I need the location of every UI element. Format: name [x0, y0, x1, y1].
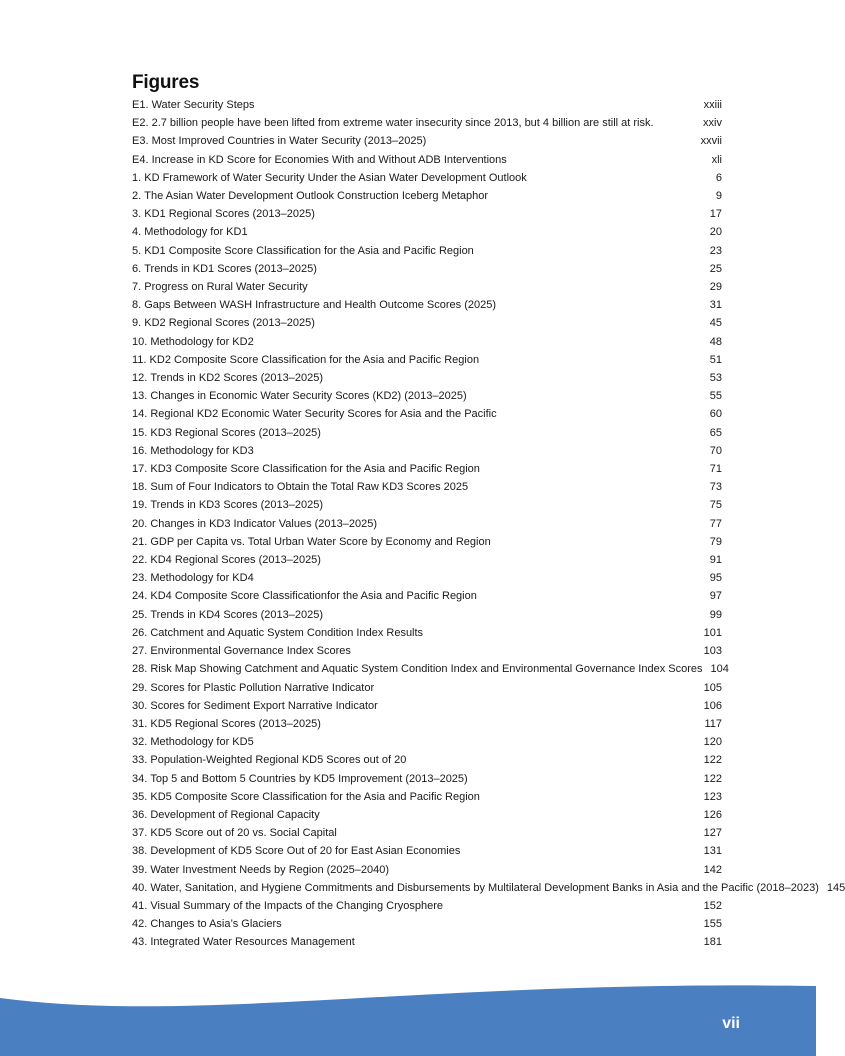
figure-entry[interactable] — [132, 442, 722, 460]
figure-page-number: 131 — [703, 845, 722, 858]
figure-page-number: 155 — [703, 918, 722, 931]
figure-entry[interactable] — [132, 533, 722, 551]
figure-entry[interactable] — [132, 187, 722, 205]
figure-number: E1. — [132, 99, 149, 111]
figure-number: 21. — [132, 535, 148, 548]
figure-entry[interactable] — [132, 751, 722, 769]
figure-title-text: Methodology for KD2 — [150, 335, 254, 348]
figure-title-text: KD3 Composite Score Classification for the Asia and Pacific Region — [150, 463, 480, 476]
figure-number: E2. — [132, 117, 149, 130]
figure-number: 31. — [132, 717, 148, 730]
figure-title-text: KD4 Regional Scores (2013–2025) — [150, 554, 321, 567]
figure-number: 32. — [132, 736, 148, 749]
figure-page-number: 99 — [709, 608, 722, 621]
figure-title-text: Methodology for KD1 — [144, 226, 248, 239]
figure-page-number: 75 — [709, 499, 722, 512]
figure-entry[interactable] — [132, 387, 722, 405]
figure-title — [132, 260, 702, 278]
figure-number: 42. — [132, 918, 148, 931]
figure-entry[interactable] — [132, 369, 722, 387]
figure-page-number: 106 — [703, 699, 722, 712]
figure-title — [132, 733, 696, 751]
figure-number: 34. — [132, 772, 148, 785]
figure-page-number: xxiii — [703, 99, 722, 111]
figure-entry[interactable] — [132, 788, 722, 806]
figure-page-number: 181 — [703, 936, 722, 949]
figure-entry[interactable] — [132, 770, 722, 788]
figure-title-text: KD3 Regional Scores (2013–2025) — [150, 426, 321, 439]
figure-page-number: 104 — [710, 663, 729, 676]
figure-number: 19. — [132, 499, 148, 512]
figure-number: 41. — [132, 899, 148, 912]
figure-title — [132, 169, 708, 187]
figure-title-text: KD5 Composite Score Classification for the Asia and Pacific Region — [150, 790, 480, 803]
figure-title-text: Development of Regional Capacity — [150, 808, 320, 821]
figure-number: 33. — [132, 754, 148, 767]
figure-entry[interactable] — [132, 587, 722, 605]
figure-number: 10. — [132, 335, 148, 348]
figure-title — [132, 824, 696, 842]
figure-title-text: KD1 Composite Score Classification for the Asia and Pacific Region — [144, 244, 474, 257]
figure-title — [132, 842, 696, 860]
figure-page-number: 53 — [709, 372, 722, 385]
figure-page-number: 9 — [715, 190, 722, 203]
figure-page-number: 23 — [709, 244, 722, 257]
figure-number: 38. — [132, 845, 148, 858]
figure-title — [132, 187, 708, 205]
figure-number: 37. — [132, 827, 148, 840]
figure-number: 20. — [132, 517, 148, 530]
figure-title — [132, 478, 702, 496]
figure-entry[interactable] — [132, 806, 722, 824]
figure-page-number: 73 — [709, 481, 722, 494]
figure-title — [132, 569, 702, 587]
figure-title — [132, 715, 696, 733]
figure-entry[interactable] — [132, 333, 722, 351]
figure-number: 4. — [132, 226, 142, 239]
figure-title-text: Environmental Governance Index Scores — [150, 645, 351, 658]
figure-number: 2. — [132, 190, 142, 203]
figure-number: 3. — [132, 208, 142, 221]
figure-page-number: 103 — [703, 645, 722, 658]
figure-number: E4. — [132, 153, 149, 166]
figure-number: E3. — [132, 135, 149, 148]
figure-entry[interactable] — [132, 314, 722, 332]
figure-number: 9. — [132, 317, 142, 330]
footer-wave — [0, 966, 816, 1056]
figure-title-text: Methodology for KD4 — [150, 572, 254, 585]
figure-title-text: Methodology for KD3 — [150, 444, 254, 457]
figure-entry[interactable] — [132, 351, 722, 369]
figure-title-text: KD5 Score out of 20 vs. Social Capital — [150, 827, 337, 840]
figure-title-text: Integrated Water Resources Management — [150, 936, 355, 949]
figure-title — [132, 879, 819, 897]
figure-page-number: 45 — [709, 317, 722, 330]
figure-number: 7. — [132, 281, 142, 294]
figure-page-number: 31 — [709, 299, 722, 312]
figure-page-number: 91 — [709, 554, 722, 567]
figure-page-number: 55 — [709, 390, 722, 403]
figure-entry[interactable] — [132, 242, 722, 260]
figure-number: 27. — [132, 645, 148, 658]
figure-entry[interactable] — [132, 424, 722, 442]
figure-entry[interactable] — [132, 842, 722, 860]
figure-number: 6. — [132, 262, 142, 275]
figure-entry[interactable] — [132, 733, 722, 751]
figure-title-text: Trends in KD2 Scores (2013–2025) — [150, 372, 323, 385]
figure-title — [132, 96, 696, 114]
figure-entry[interactable] — [132, 861, 722, 879]
figure-entry[interactable] — [132, 96, 722, 114]
figure-page-number: xxiv — [703, 117, 722, 130]
figure-title — [132, 205, 702, 223]
figure-page-number: 25 — [709, 262, 722, 275]
figure-title — [132, 915, 696, 933]
figure-page-number: 95 — [709, 572, 722, 585]
figure-title — [132, 496, 702, 514]
figure-number: 40. — [132, 881, 148, 894]
figure-page-number: 101 — [703, 626, 722, 639]
figure-entry[interactable] — [132, 205, 722, 223]
figure-entry[interactable] — [132, 879, 845, 897]
figure-number: 15. — [132, 426, 148, 439]
figure-number: 5. — [132, 244, 142, 257]
figure-title-text: Progress on Rural Water Security — [144, 281, 308, 294]
figure-entry[interactable] — [132, 697, 722, 715]
figure-title — [132, 642, 696, 660]
figure-entry[interactable] — [132, 296, 722, 314]
figure-title — [132, 460, 702, 478]
figure-title-text: KD2 Composite Score Classification for the Asia and Pacific Region — [149, 353, 480, 366]
figure-title — [132, 660, 703, 678]
figure-page-number: 127 — [703, 827, 722, 840]
figure-number: 26. — [132, 626, 148, 639]
figure-page-number: xli — [711, 153, 722, 166]
figure-title-text: Most Improved Countries in Water Security (2013–2025) — [151, 135, 427, 148]
figure-number: 22. — [132, 554, 148, 567]
figure-title-text: The Asian Water Development Outlook Construction Iceberg Metaphor — [144, 190, 489, 203]
figure-title — [132, 933, 696, 951]
figure-number: 43. — [132, 936, 148, 949]
figure-title-text: Top 5 and Bottom 5 Countries by KD5 Improvement (2013–2025) — [150, 772, 468, 785]
figure-title-text: Scores for Plastic Pollution Narrative Indicator — [150, 681, 375, 694]
figure-number: 8. — [132, 299, 142, 312]
figure-number: 13. — [132, 390, 148, 403]
figure-entry[interactable] — [132, 114, 722, 132]
figure-title — [132, 861, 696, 879]
figure-page-number: 51 — [709, 353, 722, 366]
figure-title — [132, 533, 702, 551]
figure-page-number: 117 — [704, 717, 722, 730]
figure-title-text: Trends in KD3 Scores (2013–2025) — [150, 499, 323, 512]
figure-entry[interactable] — [132, 660, 729, 678]
figure-page-number: 152 — [703, 899, 722, 912]
figure-number: 25. — [132, 608, 148, 621]
figure-title-text: KD2 Regional Scores (2013–2025) — [144, 317, 315, 330]
figure-number: 24. — [132, 590, 148, 603]
figure-list — [132, 96, 845, 952]
figure-entry[interactable] — [132, 933, 722, 951]
figure-page-number: 20 — [709, 226, 722, 239]
figure-title — [132, 278, 702, 296]
figure-page-number: 48 — [709, 335, 722, 348]
figure-title — [132, 551, 702, 569]
figure-number: 23. — [132, 572, 148, 585]
figure-entry[interactable] — [132, 132, 722, 150]
page-number: vii — [722, 1015, 740, 1032]
figure-entry[interactable] — [132, 169, 722, 187]
figure-title-text: Gaps Between WASH Infrastructure and Health Outcome Scores (2025) — [144, 299, 497, 312]
figure-title — [132, 806, 696, 824]
figure-number: 29. — [132, 681, 148, 694]
figure-title — [132, 442, 702, 460]
figure-number: 16. — [132, 444, 148, 457]
figure-entry[interactable] — [132, 715, 722, 733]
figure-title — [132, 351, 702, 369]
figure-page-number: 79 — [709, 535, 722, 548]
figure-entry[interactable] — [132, 679, 722, 697]
figure-number: 35. — [132, 790, 148, 803]
figure-title — [132, 679, 696, 697]
figure-title — [132, 751, 696, 769]
figure-title — [132, 587, 702, 605]
figure-entry[interactable] — [132, 278, 722, 296]
figure-page-number: 29 — [709, 281, 722, 294]
figure-title-text: Changes in KD3 Indicator Values (2013–2025) — [150, 517, 378, 530]
figure-title-text: Visual Summary of the Impacts of the Changing Cryosphere — [150, 899, 444, 912]
figure-title-text: Changes in Economic Water Security Scores (KD2) (2013–2025) — [150, 390, 467, 403]
figure-entry[interactable] — [132, 478, 722, 496]
figure-page-number: 70 — [709, 444, 722, 457]
figure-page-number: 60 — [709, 408, 722, 421]
figure-entry[interactable] — [132, 624, 722, 642]
figure-title — [132, 223, 702, 241]
figure-entry[interactable] — [132, 824, 722, 842]
figure-entry[interactable] — [132, 496, 722, 514]
figure-title-text: KD5 Regional Scores (2013–2025) — [150, 717, 321, 730]
figure-title — [132, 114, 695, 132]
figure-number: 12. — [132, 372, 148, 385]
figure-entry[interactable] — [132, 405, 722, 423]
figure-title — [132, 242, 702, 260]
figure-entry[interactable] — [132, 151, 722, 169]
figure-title — [132, 897, 696, 915]
figure-entry[interactable] — [132, 915, 722, 933]
figure-entry[interactable] — [132, 642, 722, 660]
figure-title — [132, 405, 702, 423]
figure-page-number: 142 — [703, 863, 722, 876]
figure-title-text: KD1 Regional Scores (2013–2025) — [144, 208, 315, 221]
figure-title-text: Catchment and Aquatic System Condition Index Results — [150, 626, 424, 639]
figure-number: 17. — [132, 463, 148, 476]
figure-page-number: 105 — [703, 681, 722, 694]
figure-title — [132, 333, 702, 351]
figure-title — [132, 314, 702, 332]
figure-title — [132, 697, 696, 715]
figure-page-number: 77 — [709, 517, 722, 530]
figure-entry[interactable] — [132, 897, 722, 915]
figure-number: 28. — [132, 663, 148, 676]
figure-page-number: 120 — [703, 736, 722, 749]
figure-number: 14. — [132, 408, 148, 421]
figure-title-text: Population-Weighted Regional KD5 Scores out of 20 — [150, 754, 407, 767]
figure-page-number: 65 — [709, 426, 722, 439]
figure-title-text: Development of KD5 Score Out of 20 for East Asian Economies — [150, 845, 461, 858]
figure-page-number: 123 — [703, 790, 722, 803]
figure-number: 11. — [132, 353, 147, 366]
figure-title-text: Water, Sanitation, and Hygiene Commitments and Disbursements by Multilateral Development Banks in Asia and the Pacific (2018–2023) — [150, 881, 819, 894]
figure-page-number: 97 — [709, 590, 722, 603]
figure-title — [132, 424, 702, 442]
figure-title-text: Water Investment Needs by Region (2025–2040) — [150, 863, 390, 876]
figure-number: 36. — [132, 808, 148, 821]
figure-number: 39. — [132, 863, 148, 876]
figure-title-text: Scores for Sediment Export Narrative Indicator — [150, 699, 378, 712]
figure-entry[interactable] — [132, 569, 722, 587]
figure-title-text: GDP per Capita vs. Total Urban Water Score by Economy and Region — [150, 535, 491, 548]
figure-page-number: 6 — [715, 171, 722, 184]
figure-title-text: Sum of Four Indicators to Obtain the Total Raw KD3 Scores 2025 — [150, 481, 469, 494]
figure-number: 30. — [132, 699, 148, 712]
figure-title — [132, 624, 696, 642]
figure-title-text: KD4 Composite Score Classificationfor the Asia and Pacific Region — [150, 590, 477, 603]
figure-title — [132, 369, 702, 387]
figure-title — [132, 132, 693, 150]
figure-title-text: KD Framework of Water Security Under the Asian Water Development Outlook — [144, 171, 527, 184]
figure-number: 1. — [132, 171, 142, 184]
figure-page-number: 122 — [703, 754, 722, 767]
figure-entry[interactable] — [132, 460, 722, 478]
figure-entry[interactable] — [132, 515, 722, 533]
figure-page-number: 122 — [703, 772, 722, 785]
figure-title-text: Increase in KD Score for Economies With and Without ADB Interventions — [151, 153, 507, 166]
figure-title — [132, 770, 696, 788]
figure-page-number: 126 — [703, 808, 722, 821]
figure-title-text: Water Security Steps — [151, 99, 255, 111]
figure-title-text: Trends in KD1 Scores (2013–2025) — [144, 262, 317, 275]
figure-title-text: 2.7 billion people have been lifted from extreme water insecurity since 2013, but 4 billion are still at risk. — [151, 117, 654, 130]
figure-page-number: 17 — [709, 208, 722, 221]
figure-page-number: xxvii — [700, 135, 722, 148]
figure-title — [132, 606, 702, 624]
figure-title — [132, 387, 702, 405]
figure-title-text: Regional KD2 Economic Water Security Scores for Asia and the Pacific — [150, 408, 497, 421]
figure-title-text: Trends in KD4 Scores (2013–2025) — [150, 608, 323, 621]
figure-page-number: 145 — [826, 881, 845, 894]
figure-title — [132, 515, 702, 533]
figure-page-number: 71 — [709, 463, 722, 476]
figure-title-text: Changes to Asia’s Glaciers — [150, 918, 282, 931]
figure-title — [132, 296, 702, 314]
figure-title — [132, 151, 704, 169]
figure-title-text: Methodology for KD5 — [150, 736, 254, 749]
figure-entry[interactable] — [132, 606, 722, 624]
figure-entry[interactable] — [132, 260, 722, 278]
figure-number: 18. — [132, 481, 148, 494]
figure-title-text: Risk Map Showing Catchment and Aquatic System Condition Index and Environmental Governance Index Scores — [150, 663, 703, 676]
figure-title — [132, 788, 696, 806]
figure-entry[interactable] — [132, 223, 722, 241]
section-title: Figures — [132, 72, 200, 93]
figure-entry[interactable] — [132, 551, 722, 569]
